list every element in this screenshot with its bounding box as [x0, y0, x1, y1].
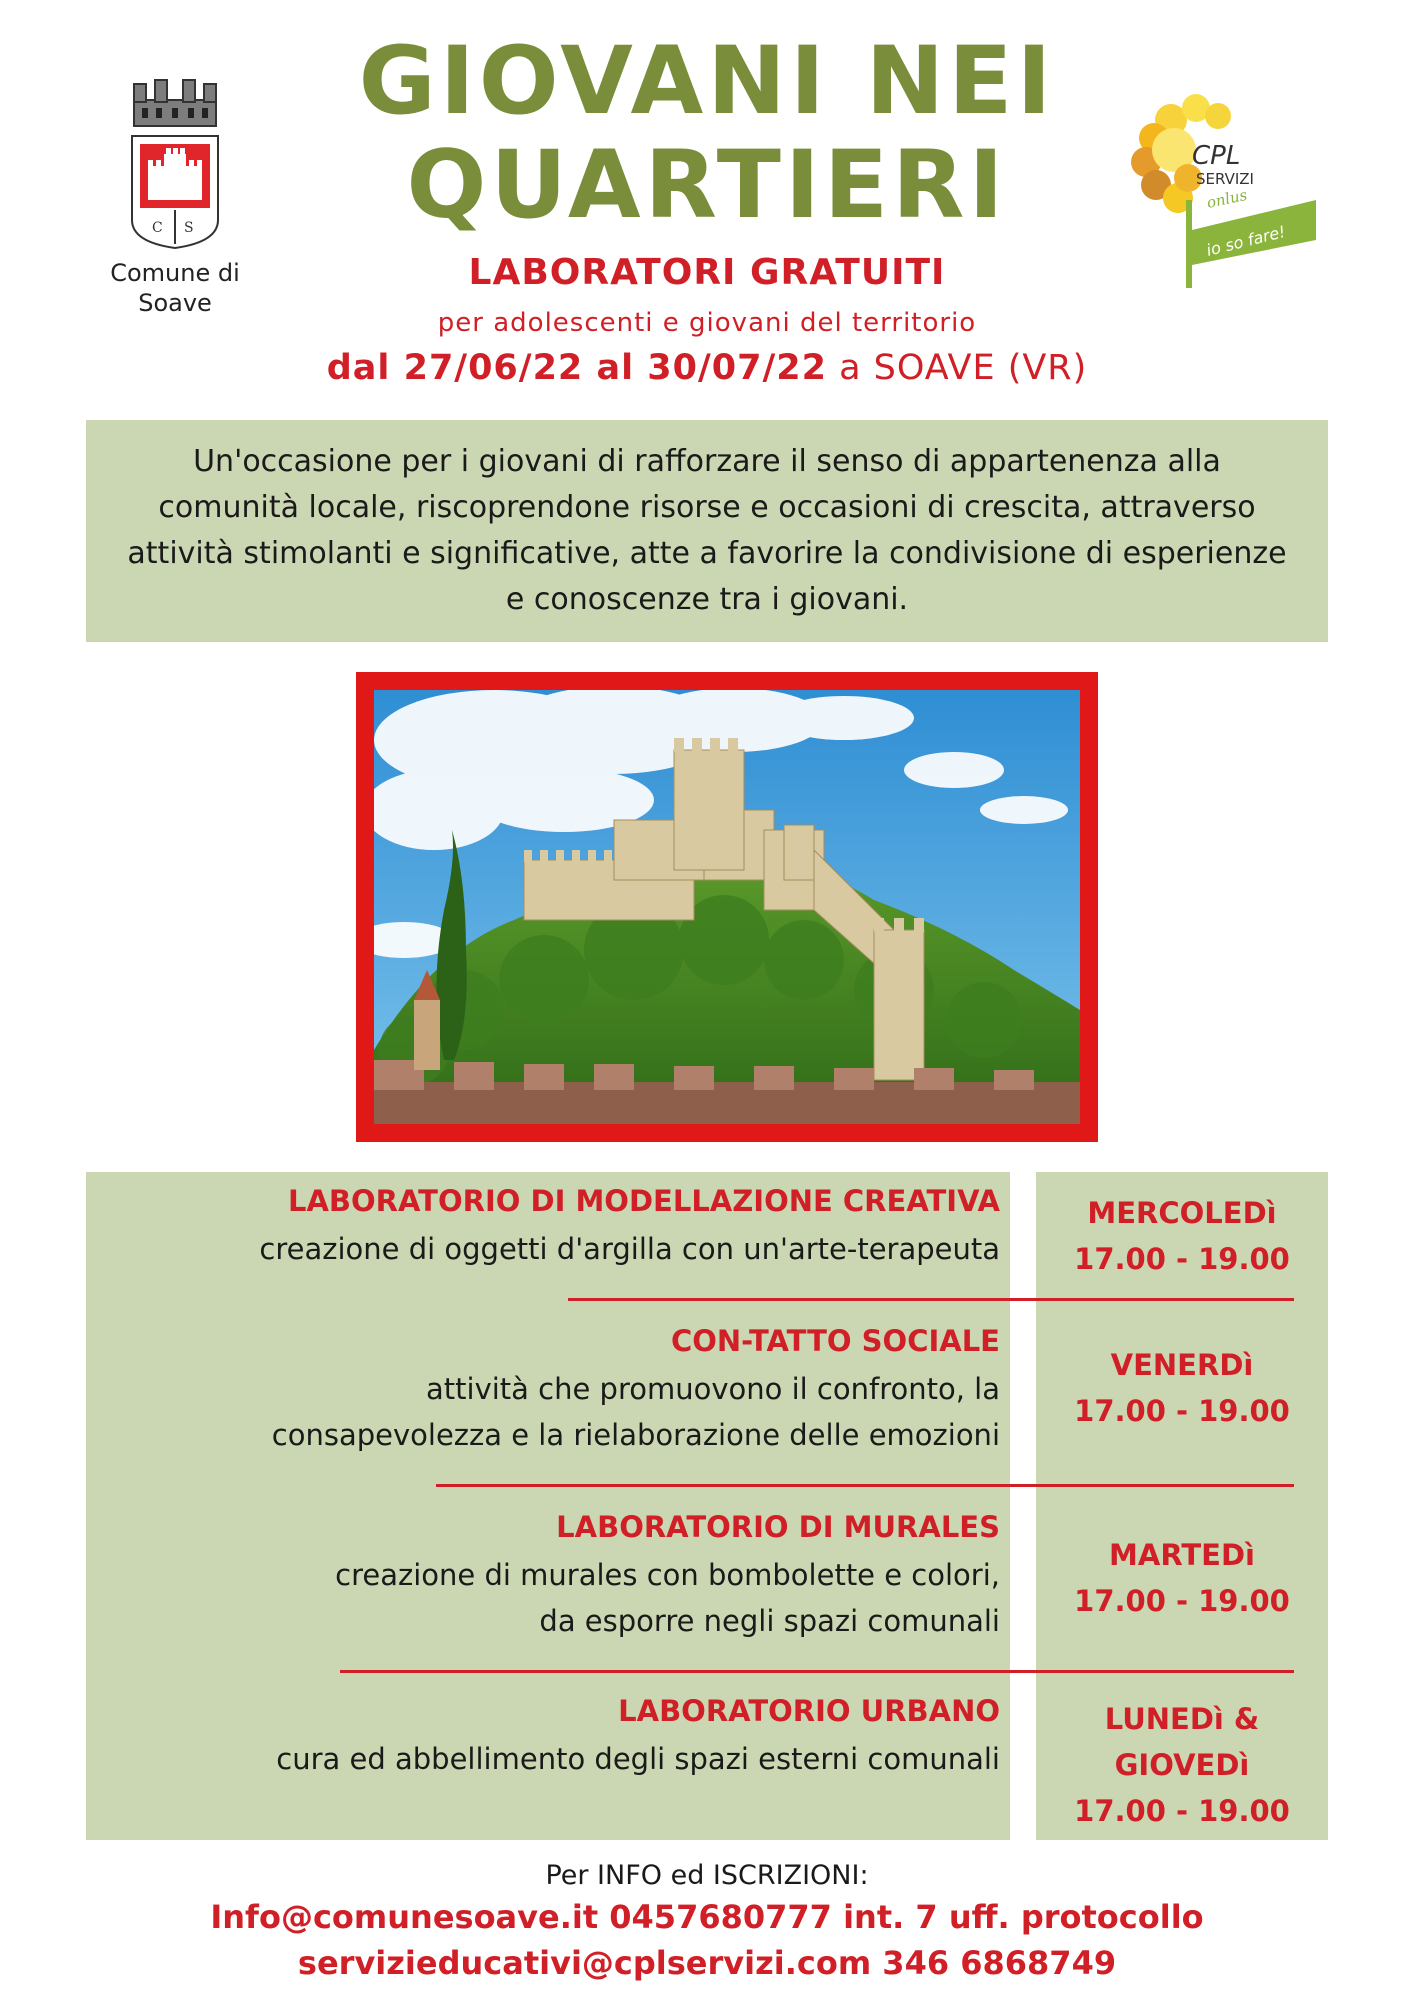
- lab-time-murales: 17.00 - 19.00: [1074, 1584, 1290, 1618]
- lab-day-urbano-2: GIOVEDì: [1114, 1748, 1250, 1782]
- castle-illustration: [374, 690, 1080, 1124]
- subtitle: LABORATORI GRATUITI: [468, 252, 946, 293]
- contact-cpl-link[interactable]: servizieducativi@cplservizi.com 346 6868749: [297, 1944, 1117, 1982]
- lab-desc-contatto-1: attività che promuovono il confronto, la: [426, 1372, 1000, 1406]
- separator-line: [340, 1670, 1294, 1673]
- dates-location: a SOAVE (VR): [826, 348, 1088, 388]
- lab-time-urbano: 17.00 - 19.00: [1074, 1794, 1290, 1828]
- comune-label: [80, 258, 270, 318]
- lab-desc-contatto-2: consapevolezza e la rielaborazione delle emozioni: [271, 1418, 1000, 1452]
- comune-label-line2: Soave: [138, 289, 212, 317]
- lab-day-murales: MARTEDì: [1109, 1538, 1255, 1572]
- title-line2: QUARTIERI: [406, 131, 1008, 240]
- intro-box: [86, 420, 1328, 642]
- castle-photo: [374, 690, 1080, 1124]
- lab-title-murales: LABORATORIO DI MURALES: [556, 1510, 1000, 1544]
- servizi-text: SERVIZI: [1196, 170, 1254, 188]
- intro-text: Un'occasione per i giovani di rafforzare il senso di appartenenza alla comunità locale, riscoprendone risorse e occasioni di crescita, attraverso attività stimolanti e significative, atte a favorire la condivisione di esperienze e conoscenze tra i giovani.: [127, 444, 1287, 617]
- page-title: [300, 27, 1114, 240]
- separator-line: [436, 1484, 1294, 1487]
- lab-desc-murales-1: creazione di murales con bombolette e colori,: [335, 1558, 1000, 1592]
- lab-time-modellazione: 17.00 - 19.00: [1074, 1242, 1290, 1276]
- crest-letter-s: S: [184, 220, 194, 236]
- comune-crest-logo: [120, 70, 230, 250]
- lab-day-urbano-1: LUNEDì &: [1104, 1702, 1260, 1736]
- crest-letter-c: C: [152, 220, 163, 236]
- slogan-text: io so fare!: [1204, 221, 1288, 260]
- title-line1: GIOVANI NEI: [358, 27, 1056, 136]
- lab-desc-murales-2: da esporre negli spazi comunali: [539, 1604, 1000, 1638]
- lab-desc-modellazione: creazione di oggetti d'argilla con un'arte-terapeuta: [259, 1232, 1000, 1266]
- lab-time-contatto: 17.00 - 19.00: [1074, 1394, 1290, 1428]
- onlus-text: onlus: [1205, 185, 1249, 212]
- contact-comune-link[interactable]: Info@comunesoave.it 0457680777 int. 7 uff. protocollo: [210, 1898, 1204, 1936]
- cpl-servizi-logo: [1126, 80, 1326, 290]
- lab-day-modellazione: MERCOLEDì: [1087, 1196, 1277, 1230]
- lab-desc-urbano: cura ed abbellimento degli spazi esterni comunali: [276, 1742, 1000, 1776]
- lab-title-contatto: CON-TATTO SOCIALE: [670, 1324, 1000, 1358]
- lab-title-modellazione: LABORATORIO DI MODELLAZIONE CREATIVA: [287, 1184, 1000, 1218]
- comune-label-line1: Comune di: [110, 259, 240, 287]
- separator-line: [568, 1298, 1294, 1301]
- cpl-text: CPL: [1192, 141, 1241, 171]
- lab-title-urbano: LABORATORIO URBANO: [618, 1694, 1000, 1728]
- tagline: per adolescenti e giovani del territorio: [437, 308, 977, 338]
- lab-day-contatto: VENERDì: [1110, 1348, 1254, 1382]
- dates-line: [250, 348, 1164, 388]
- info-label: Per INFO ed ISCRIZIONI:: [545, 1860, 869, 1891]
- dates-range: dal 27/06/22 al 30/07/22: [326, 348, 827, 388]
